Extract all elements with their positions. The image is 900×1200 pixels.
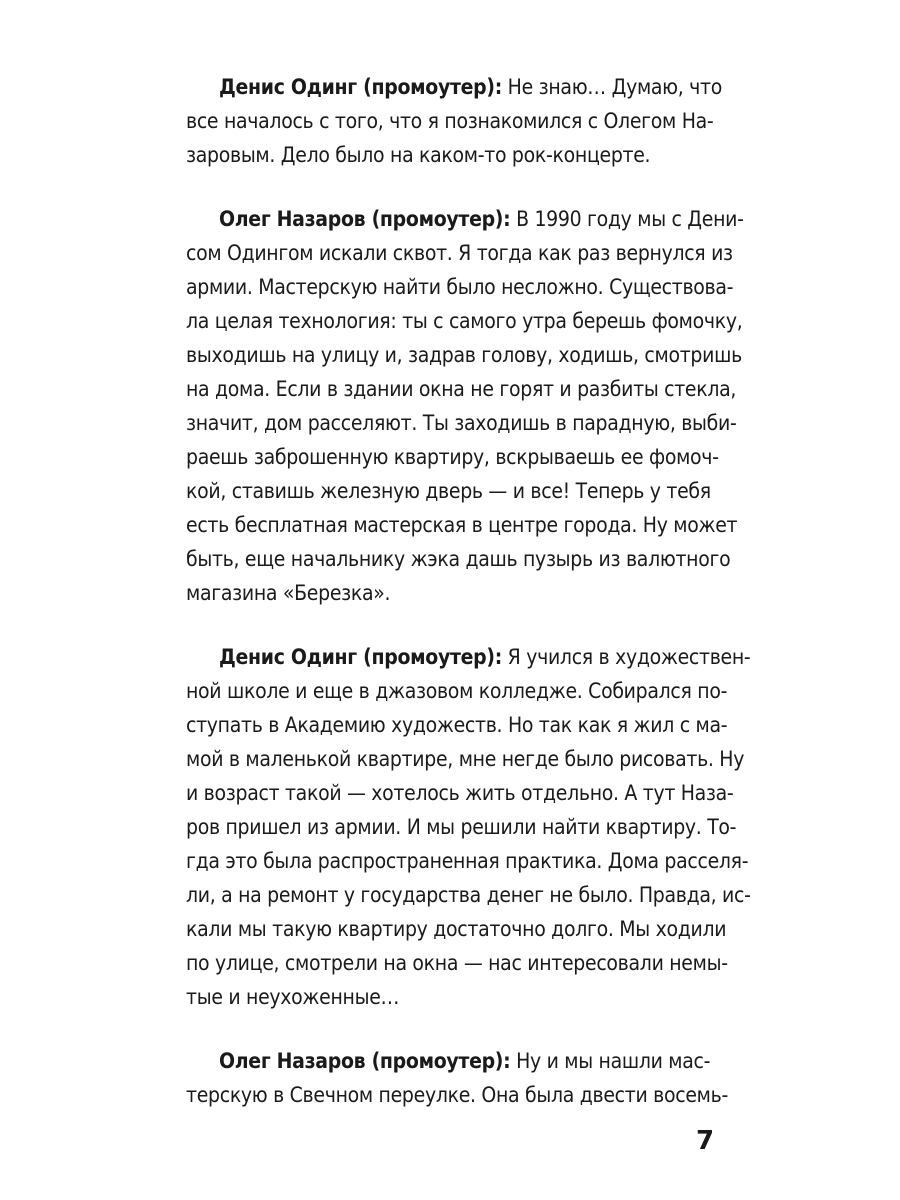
- text-line: терскую в Свечном переулке. Она была двести восемь-: [186, 1083, 728, 1107]
- text-line: ров пришел из армии. И мы решили найти квартиру. То-: [186, 815, 737, 839]
- text-line: все началось с того, что я познакомился с Олегом На-: [186, 109, 714, 133]
- text-line: [186, 640, 751, 674]
- text-line: выходишь на улицу и, задрав голову, ходишь, смотришь: [186, 343, 742, 367]
- text-line: кали мы такую квартиру достаточно долго. Мы ходили: [186, 917, 727, 941]
- line-text: В 1990 году мы с Дени-: [510, 207, 744, 231]
- line-text: Ну и мы нашли мас-: [510, 1049, 711, 1073]
- book-page-text: [186, 70, 751, 1112]
- page-number: 7: [696, 1126, 715, 1156]
- paragraph-3: [186, 640, 751, 1014]
- paragraph-gap: [186, 610, 716, 640]
- text-line: гда это была распространенная практика. Дома расселя-: [186, 849, 749, 873]
- text-line: ступать в Академию художеств. Но так как я жил с ма-: [186, 713, 728, 737]
- text-line: [186, 70, 723, 104]
- text-line: заровым. Дело было на каком-то рок-концерте.: [186, 143, 651, 167]
- text-line: ли, а на ремонт у государства денег не было. Правда, ис-: [186, 883, 751, 907]
- text-line: [186, 1044, 716, 1078]
- text-line: мой в маленькой квартире, мне негде было рисовать. Ну: [186, 747, 745, 771]
- speaker-name: Олег Назаров (промоутер):: [219, 1049, 511, 1073]
- speaker-name: Олег Назаров (промоутер):: [219, 207, 511, 231]
- line-text: Я учился в художествен-: [501, 645, 751, 669]
- text-line: по улице, смотрели на окна — нас интересовали немы-: [186, 951, 728, 975]
- paragraph-gap: [186, 172, 716, 202]
- text-line: есть бесплатная мастерская в центре города. Ну может: [186, 513, 738, 537]
- text-line: кой, ставишь железную дверь — и все! Теперь у тебя: [186, 479, 711, 503]
- text-line: магазина «Березка».: [186, 581, 391, 605]
- paragraph-gap: [186, 1014, 716, 1044]
- text-line: на дома. Если в здании окна не горят и разбиты стекла,: [186, 377, 737, 401]
- text-line: ной школе и еще в джазовом колледже. Собирался по-: [186, 679, 728, 703]
- text-line: раешь заброшенную квартиру, вскрываешь ее фомоч-: [186, 445, 719, 469]
- speaker-name: Денис Одинг (промоутер):: [219, 75, 502, 99]
- paragraph-1: [186, 70, 723, 172]
- text-line: армии. Мастерскую найти было несложно. Существова-: [186, 275, 734, 299]
- text-line: тые и неухоженные…: [186, 985, 400, 1009]
- text-line: [186, 202, 744, 236]
- text-line: значит, дом расселяют. Ты заходишь в парадную, выби-: [186, 411, 737, 435]
- paragraph-4: [186, 1044, 728, 1112]
- text-line: ла целая технология: ты с самого утра берешь фомочку,: [186, 309, 743, 333]
- text-line: и возраст такой — хотелось жить отдельно. А тут Наза-: [186, 781, 734, 805]
- paragraph-2: [186, 202, 744, 610]
- line-text: Не знаю… Думаю, что: [501, 75, 723, 99]
- text-line: быть, еще начальнику жэка дашь пузырь из валютного: [186, 547, 731, 571]
- speaker-name: Денис Одинг (промоутер):: [219, 645, 502, 669]
- text-line: сом Одингом искали сквот. Я тогда как раз вернулся из: [186, 241, 733, 265]
